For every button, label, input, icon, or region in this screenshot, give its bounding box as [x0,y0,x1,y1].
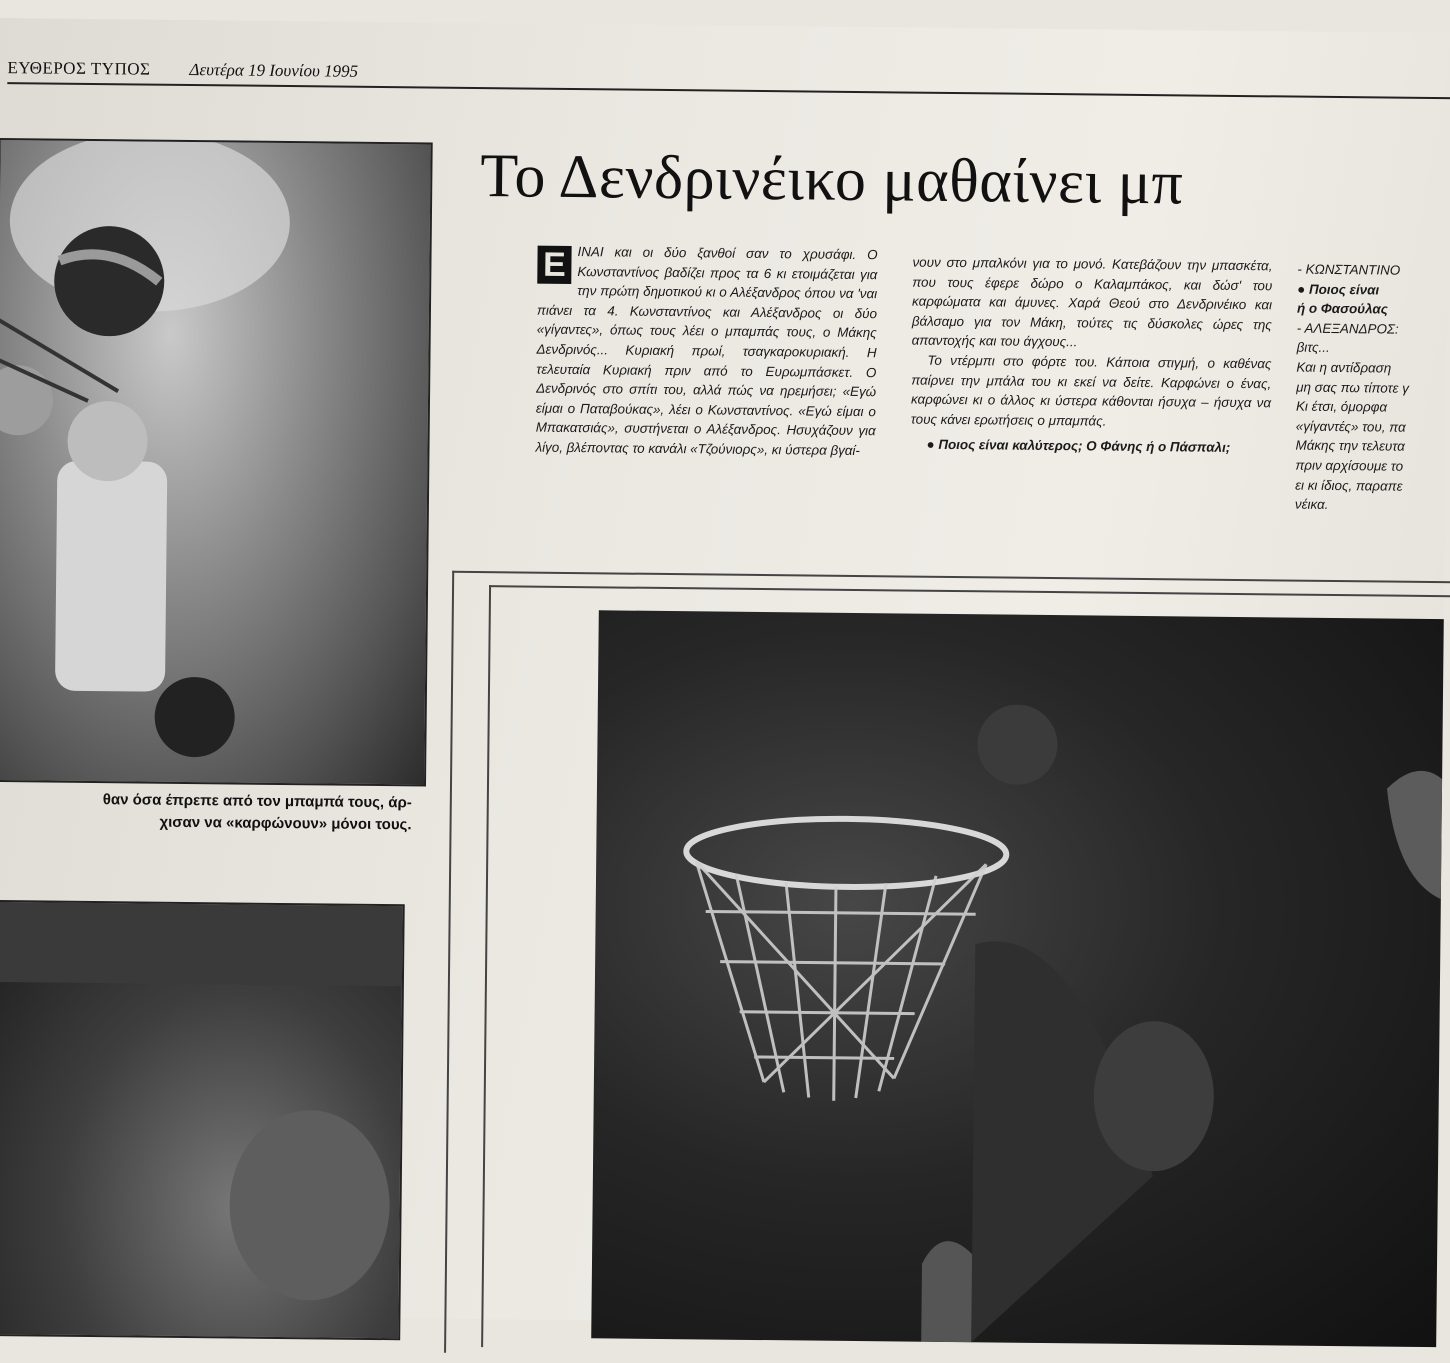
column-1-text: ΙΝΑΙ και οι δύο ξανθοί σαν το χρυσάφι. Ο Κωνσταντίνος βαδίζει προς τα 6 κι ετοιμάζεται για την πρώτη δημοτικού κι ο Αλέξανδρος όπου να 'ναι πιάνει τα 4. Κωνσταντίνος και Αλέξανδρος οι δύο «γίγαντες», όπως τους λέει ο μπαμπάς τους, ο Μάκης Δενδρινός... Κυριακή πρωί, τσαγκαροκυριακή. Η τελευταία Κυριακή πριν από το Ευρωμπάσκετ. Ο Δενδρινός στο σπίτι του, αλλά πώς να ηρεμήσει; «Εγώ είμαι ο Παταβούκας», λέει ο Κωνσταντίνος. «Εγώ είμαι ο Μπακατσιάς», συστήνεται ο Αλέξανδρος. Ησυχάζουν για λίγο, βλέποντας το κανάλι «Τζούνιορς», κι ύστερα βγαί- [535,244,878,458]
article-column-1 [535,242,877,461]
article-column-3 [1295,260,1448,516]
photo-dark-portrait [0,900,405,1340]
column-3-line: ή ο Φασούλας [1296,300,1388,317]
caption-line-2: χισαν να «καρφώνουν» μόνοι τους. [159,813,412,834]
issue-date: Δευτέρα 19 Ιουνίου 1995 [189,59,359,81]
column-3-line: νέικα. [1294,496,1329,513]
column-3-line: βιτς... [1296,339,1330,356]
photo-children-basketball [0,138,433,787]
question-text: Ποιος είναι καλύτερος; Ο Φάνης ή ο Πάσπαλι; [938,437,1231,456]
column-2-paragraph-2: Το ντέρμπι στο φόρτε του. Κάποια στιγμή, ο καθένας παίρνει την μπάλα του κι εκεί να δείτε. Καρφώνει ο ένας, καρφώνει κι ο άλλος κι ύστερα κάθονται ήσυχα – ήσυχα να τους κάνει ερωτήσεις ο μπαμπάς. [910,352,1272,429]
article-headline: Το Δενδρινέικο μαθαίνει μπ [480,142,1184,218]
newspaper-name: ΕΥΘΕΡΟΣ ΤΥΠΟΣ [7,58,151,79]
article-column-2 [910,253,1272,459]
column-3-line: Και η αντίδραση [1296,359,1392,376]
drop-cap: Ε [537,246,571,284]
column-3-line: - ΚΩΝΣΤΑΝΤΙΝΟ [1297,261,1401,278]
column-3-line: ει κι ίδιος, παραπε [1295,477,1403,494]
column-3-line: «γίγαντές» του, πα [1295,418,1406,435]
column-3-line: πριν αρχίσουμε το [1295,457,1404,474]
column-3-line: Μάκης την τελευτα [1295,437,1405,455]
newspaper-page [0,18,1450,1329]
caption-line-1: θαν όσα έπρεπε από τον μπαμπά τους, άρ- [102,791,412,812]
photo-basketball-hoop-art [591,610,1444,1347]
photo-children-basketball-art [0,140,431,784]
masthead [7,48,1450,99]
bullet-icon: ● [926,437,935,453]
column-3-line: Κι έτσι, όμορφα [1295,398,1388,415]
column-2-question [910,435,1270,458]
photo-basketball-hoop [591,610,1444,1347]
column-2-paragraph-1: νουν στο μπαλκόνι για το μονό. Κατεβάζουν την μπασκέτα, που τους έφερε δώρο ο Καλαμπάκος, και δώσ' του καρφώματα και άμυνες. Χαρά Θεού στο Δενδρινέικο και βάλσαμο για τον Μάκη, τούτες τις δύσκολες ώρες της απαντοχής και του άγχους... [911,254,1273,350]
photo-dark-portrait-art [0,902,403,1338]
column-3-line: ● Ποιος είναι [1297,281,1380,298]
photo-caption [0,788,412,836]
column-3-line: μη σας πω τίποτε γ [1296,379,1409,396]
column-3-line: - ΑΛΕΞΑΝΔΡΟΣ: [1296,320,1399,337]
